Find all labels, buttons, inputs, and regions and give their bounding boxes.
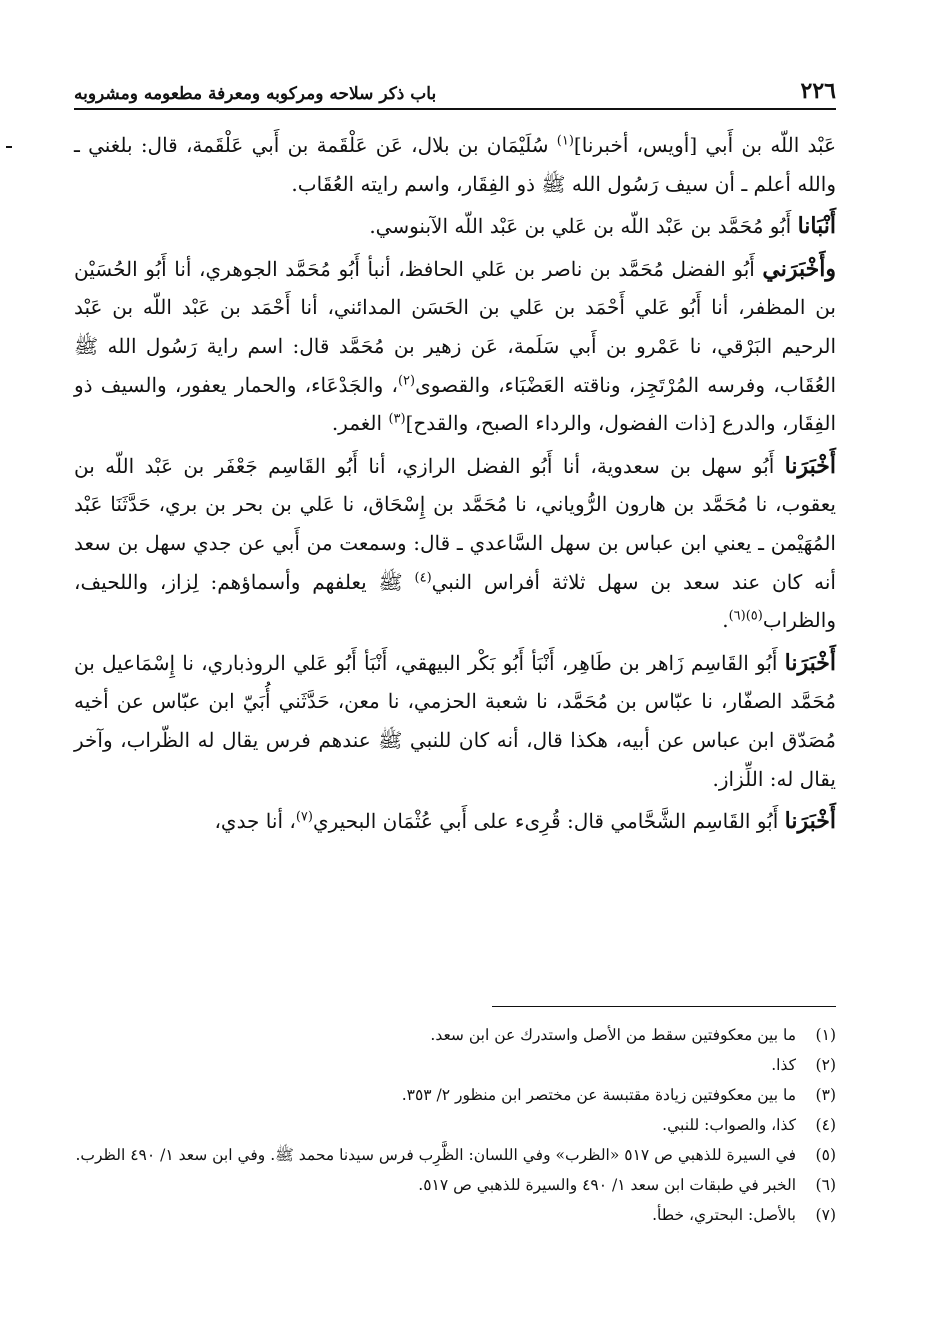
footnote-ref: (٤)	[414, 569, 432, 585]
footnote-ref: (٥)(٦)	[728, 608, 763, 624]
footnote-text: كذا.	[771, 1056, 796, 1074]
footnote-number: (٦)	[815, 1176, 836, 1194]
paragraph-2	[74, 207, 836, 246]
main-text	[74, 126, 836, 845]
text-run: أَبُو القَاسِم زَاهر بن طَاهِر، أَنْبَأ أَبُو بَكْر البيهقي، أَنْبَأ أَبُو عَلي الروذباري، نا إِسْمَاعيل بن مُحَمَّد الصفّار، نا عبّاس بن مُحَمَّد، نا شعبة الحزمي، نا معن، حَدَّثَني أُبَيّ ابن عبّاس عن أخيه مُصَدّق ابن عباس عن أبيه، هكذا قال، أنه كان للنبي ﷺ عندهم فرس يقال له الظّراب، وآخر يقال له: اللِّزاز.	[74, 650, 836, 791]
isnad-lead: وأَخْبَرَني	[762, 255, 836, 282]
isnad-lead: أَخْبَرَنا	[784, 649, 836, 676]
isnad-lead: أَخْبَرَنا	[784, 808, 836, 835]
text-run: عَبْد اللّه بن أَبي [أويس، أخبرنا]	[573, 133, 837, 157]
page-header	[74, 70, 836, 110]
paragraph-6	[74, 802, 836, 841]
text-run: الغمر.	[331, 411, 389, 436]
footnote	[74, 1200, 836, 1230]
footnotes	[74, 1020, 836, 1230]
text-run: أَبُو الفضل مُحَمَّد بن ناصر بن عَلي الحافظ، أنبأ أَبُو مُحَمَّد الجوهري، أنا أَبُو الحُسَيْن بن المظفر، أنا أَبُو عَلي أَحْمَد بن عَلي بن الحَسَن المدائني، أنا أَحْمَد بن عَبْد اللّه بن عَبْد الرحيم البَرْقي، نا عَمْرو بن أَبي سَلَمة، عَن زهير بن مُحَمَّد قال: اسم راية رَسُول الله ﷺ العُقَاب، وفرسه المُرْتَجِز، وناقته العَضْبَاء، والقصوى	[74, 256, 837, 397]
footnote-ref: (٣)	[388, 411, 406, 427]
footnote	[74, 1020, 836, 1050]
footnote-number: (٧)	[815, 1206, 836, 1224]
footnote	[74, 1110, 836, 1140]
footnote-text: كذا، والصواب: للنبي.	[662, 1116, 796, 1134]
text-run: أَبُو مُحَمَّد بن عَبْد اللّه بن عَلي بن عَبْد اللّه الآبنوسي.	[369, 214, 798, 239]
footnote-number: (٢)	[815, 1056, 836, 1074]
text-run: ، أنا جدي،	[214, 809, 296, 834]
paragraph-4	[74, 447, 836, 640]
footnote	[74, 1080, 836, 1110]
text-run: .	[722, 608, 729, 633]
margin-mark	[6, 146, 12, 148]
text-run: ، والجَدْعَاء، والحمار يعفور، والسيف ذو الفِقَار، والدرع [ذات الفضول، والرداء الصبح، والقدح]	[74, 372, 836, 436]
text-run: أَبُو سهل بن سعدوية، أنا أَبُو الفضل الرازي، أنا أَبُو القَاسِم جَعْفَر بن عَبْد اللّه بن يعقوب، نا مُحَمَّد بن هارون الرُّوياني، نا مُحَمَّد بن إِسْحَاق، نا عَلي بن بحر بن بري، حَدَّثَنَا عَبْد المُهَيْمن ـ يعني ابن عباس بن سهل السَّاعدي ـ قال: وسمعت من أَبي عن جدي سهل بن سعد أنه كان عند سعد بن سهل ثلاثة أفراس النبي	[74, 453, 836, 594]
paragraph-3	[74, 250, 836, 443]
footnote-ref: (١)	[556, 133, 574, 149]
footnote-text: الخبر في طبقات ابن سعد ١/ ٤٩٠ والسيرة للذهبي ص ٥١٧.	[418, 1176, 796, 1194]
footnote-text: بالأصل: البحتري، خطأ.	[652, 1206, 796, 1224]
text-run: سُلَيْمَان بن بلال، عَن عَلْقَمة بن أَبي عَلْقَمة، قال: بلغني ـ والله أعلم ـ أن سيف رَسُول الله ﷺ ذو الفِقَار، واسم رايته العُقَاب.	[74, 133, 836, 196]
footnote	[74, 1050, 836, 1080]
footnote-number: (٣)	[815, 1086, 836, 1104]
footnote	[74, 1140, 836, 1170]
separator-line	[492, 1006, 836, 1007]
running-title: باب ذكر سلاحه ومركوبه ومعرفة مطعومه ومشروبه	[74, 84, 437, 104]
isnad-lead: أَخْبَرَنا	[784, 452, 836, 479]
footnote-text: في السيرة للذهبي ص ٥١٧ «الظرب» وفي اللسان: الظَّرِب فرس سيدنا محمد ﷺ. وفي ابن سعد ١/ ٤٩٠ الظرب.	[75, 1146, 796, 1164]
footnote-number: (٥)	[815, 1146, 836, 1164]
paragraph-1	[74, 126, 836, 203]
text-run: ﷺ يعلفهم وأسماؤهم: لِزاز، واللحيف، والظراب	[74, 569, 836, 633]
page-number: ٢٢٦	[800, 78, 836, 104]
isnad-lead: أَنْبَانا	[797, 213, 836, 240]
footnote-ref: (٢)	[397, 372, 416, 388]
footnote-separator	[74, 1006, 836, 1008]
footnote-ref: (٧)	[295, 809, 313, 825]
footnote-number: (١)	[815, 1026, 836, 1044]
footnote	[74, 1170, 836, 1200]
paragraph-5	[74, 644, 836, 798]
footnote-text: ما بين معكوفتين سقط من الأصل واستدرك عن ابن سعد.	[430, 1026, 796, 1044]
footnote-number: (٤)	[815, 1116, 836, 1134]
text-run: أَبُو القَاسِم الشَّحَّامي قال: قُرِىء على أَبي عُثْمَان البحيري	[312, 809, 785, 834]
footnote-text: ما بين معكوفتين زيادة مقتبسة عن مختصر ابن منظور ٢/ ٣٥٣.	[401, 1086, 796, 1104]
